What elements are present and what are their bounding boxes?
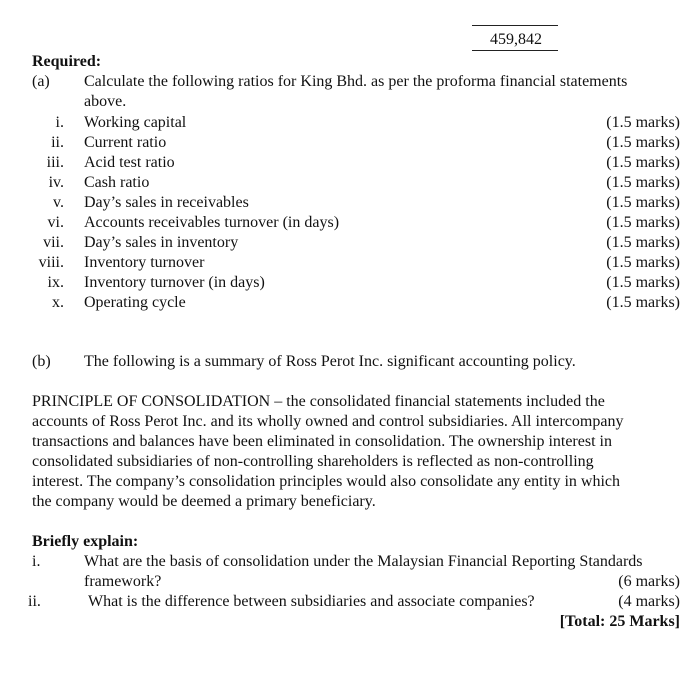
- ratio-text: Cash ratio: [84, 174, 150, 191]
- total-value: 459,842: [490, 31, 542, 48]
- ratio-text: Working capital: [84, 114, 187, 131]
- part-b-intro: The following is a summary of Ross Perot Inc. significant accounting policy.: [84, 353, 576, 370]
- ratio-marks: (1.5 marks): [606, 214, 680, 231]
- ratio-num: iv.: [48, 174, 64, 191]
- q1-line1: What are the basis of consolidation under the Malaysian Financial Reporting Standards: [84, 553, 643, 570]
- policy-line: interest. The company’s consolidation principles would also consolidate any entity in which: [32, 473, 621, 490]
- ratio-num: v.: [53, 194, 64, 211]
- q2-text: What is the difference between subsidiaries and associate companies?: [88, 593, 535, 610]
- ratio-marks: (1.5 marks): [606, 254, 680, 271]
- ratio-num: viii.: [38, 254, 64, 271]
- ratio-marks: (1.5 marks): [606, 234, 680, 251]
- part-a-label: (a): [32, 73, 50, 90]
- q1-num: i.: [32, 553, 41, 570]
- total-marks: [Total: 25 Marks]: [559, 613, 680, 630]
- ratio-num: i.: [55, 114, 64, 131]
- total-under-rule: [472, 50, 558, 51]
- ratio-num: vi.: [47, 214, 64, 231]
- q1-marks: (6 marks): [618, 573, 680, 590]
- ratio-num: x.: [52, 294, 64, 311]
- ratio-marks: (1.5 marks): [606, 154, 680, 171]
- briefly-heading: Briefly explain:: [32, 533, 139, 550]
- policy-line: consolidated subsidiaries of non-controlling shareholders is reflected as non-controlling: [32, 453, 594, 470]
- ratio-text: Current ratio: [84, 134, 167, 151]
- policy-line: accounts of Ross Perot Inc. and its wholly owned and control subsidiaries. All intercompany: [32, 413, 624, 430]
- ratio-marks: (1.5 marks): [606, 174, 680, 191]
- ratio-text: Accounts receivables turnover (in days): [84, 214, 340, 231]
- q2-num: ii.: [28, 593, 41, 610]
- total-top-rule: [472, 25, 558, 26]
- ratio-num: vii.: [43, 234, 64, 251]
- ratio-text: Inventory turnover (in days): [84, 274, 265, 291]
- ratio-text: Day’s sales in receivables: [84, 194, 249, 211]
- policy-line: the company would be deemed a primary beneficiary.: [32, 493, 376, 510]
- q2-marks: (4 marks): [618, 593, 680, 610]
- ratio-text: Day’s sales in inventory: [84, 234, 239, 251]
- ratio-text: Inventory turnover: [84, 254, 205, 271]
- ratio-text: Acid test ratio: [84, 154, 175, 171]
- part-a-intro-line1: Calculate the following ratios for King Bhd. as per the proforma financial statements: [84, 73, 628, 90]
- ratio-num: ii.: [51, 134, 64, 151]
- ratio-marks: (1.5 marks): [606, 134, 680, 151]
- ratio-num: ix.: [47, 274, 64, 291]
- ratio-marks: (1.5 marks): [606, 194, 680, 211]
- policy-line: PRINCIPLE OF CONSOLIDATION – the consolidated financial statements included the: [32, 393, 605, 410]
- q1-line2: framework?: [84, 573, 162, 590]
- required-heading: Required:: [32, 53, 102, 70]
- ratio-marks: (1.5 marks): [606, 294, 680, 311]
- policy-line: transactions and balances have been eliminated in consolidation. The ownership interest in: [32, 433, 612, 450]
- ratio-marks: (1.5 marks): [606, 114, 680, 131]
- ratio-num: iii.: [46, 154, 64, 171]
- part-a-intro-line2: above.: [84, 93, 127, 110]
- part-b-label: (b): [32, 353, 51, 370]
- ratio-text: Operating cycle: [84, 294, 186, 311]
- ratio-marks: (1.5 marks): [606, 274, 680, 291]
